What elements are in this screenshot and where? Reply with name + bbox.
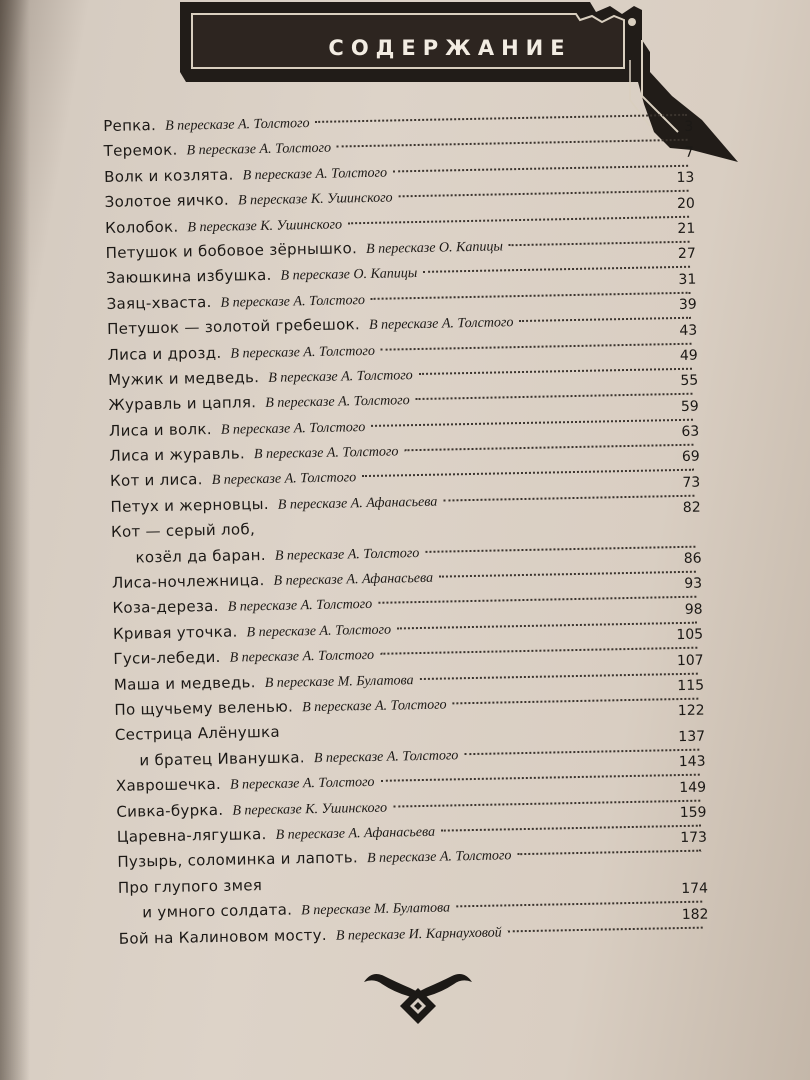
entry-author: В пересказе А. Афанасьева — [277, 494, 438, 513]
entry-page-number: 73 — [682, 474, 701, 491]
entry-title: По щучьему веленью. — [114, 697, 294, 719]
dot-leader — [456, 901, 702, 908]
entry-page-number: 7 — [684, 144, 695, 161]
entry-author: В пересказе А. Толстого — [368, 315, 514, 334]
entry-page-number: 31 — [678, 271, 697, 288]
entry-author: В пересказе А. Толстого — [313, 748, 459, 766]
dot-leader — [425, 545, 695, 552]
entry-page-number: 49 — [679, 347, 698, 364]
dot-leader — [441, 825, 701, 832]
entry-author: В пересказе К. Ушинского — [187, 216, 343, 235]
entry-author: В пересказе О. Капицы — [365, 239, 504, 257]
dot-leader — [378, 596, 696, 604]
entry-page-number: 86 — [683, 550, 702, 567]
entry-page-number: 82 — [682, 499, 701, 517]
entry-author: В пересказе А. Афанасьева — [275, 824, 436, 843]
entry-author: В пересказе А. Толстого — [230, 343, 376, 362]
entry-author: В пересказе А. Толстого — [220, 419, 366, 438]
entry-title: Золотое яичко. — [104, 190, 230, 212]
dot-leader — [453, 698, 699, 705]
entry-author: В пересказе М. Булатова — [301, 900, 451, 919]
entry-title: и умного солдата. — [142, 900, 293, 922]
dot-leader — [380, 647, 697, 655]
entry-page-number: 43 — [679, 322, 698, 339]
entry-title: Сивка-бурка. — [116, 800, 224, 821]
entry-author: В пересказе А. Толстого — [229, 648, 375, 666]
dot-leader — [419, 368, 692, 375]
dot-leader — [509, 241, 690, 246]
entry-title: Мужик и медведь. — [107, 367, 260, 389]
entry-title: Лиса и дрозд. — [107, 343, 222, 364]
dot-leader — [371, 291, 691, 299]
entry-author: В пересказе А. Толстого — [229, 775, 375, 793]
entry-page-number: 115 — [677, 677, 705, 695]
entry-title: Хаврошечка. — [115, 775, 222, 796]
entry-author: В пересказе А. Толстого — [220, 292, 366, 311]
entry-page-number: 20 — [676, 195, 695, 212]
entry-author: В пересказе М. Булатова — [264, 672, 414, 691]
entry-page-number: 3 — [684, 119, 694, 136]
entry-author: В пересказе И. Карнауховой — [335, 924, 502, 944]
entry-author: В пересказе А. Толстого — [366, 848, 512, 867]
entry-page-number: 159 — [679, 804, 707, 821]
entry-page-number: 122 — [677, 702, 705, 720]
entry-author: В пересказе О. Капицы — [280, 266, 418, 284]
entry-page-number: 98 — [684, 601, 703, 618]
entry-title: Петушок и бобовое зёрнышко. — [105, 239, 358, 262]
entry-page-number: 143 — [678, 753, 706, 771]
dot-leader — [362, 469, 694, 477]
dot-leader — [517, 850, 701, 856]
dot-leader — [316, 114, 688, 123]
entry-title: Лиса и волк. — [108, 419, 213, 440]
entry-page-number: 173 — [680, 829, 708, 847]
ornament-icon — [358, 962, 478, 1032]
entry-title: Про глупого змея — [117, 875, 263, 897]
entry-title: Маша и медведь. — [113, 672, 256, 694]
dot-leader — [337, 139, 688, 148]
entry-title: козёл да баран. — [135, 545, 267, 567]
entry-page-number: 21 — [677, 220, 696, 237]
entry-page-number: 107 — [676, 652, 704, 669]
entry-title: Заяц-хваста. — [106, 292, 212, 313]
entry-author: В пересказе А. Толстого — [227, 597, 373, 616]
entry-author: В пересказе А. Толстого — [246, 622, 392, 641]
entry-title: Пузырь, соломинка и лапоть. — [117, 848, 359, 872]
dot-leader — [404, 444, 693, 452]
entry-title: Гуси-лебеди. — [113, 648, 221, 669]
entry-title: Лиса-ночлежница. — [111, 571, 265, 592]
dot-leader — [399, 190, 689, 198]
dot-leader — [397, 622, 697, 630]
entry-page-number: 182 — [681, 906, 709, 923]
entry-title: Коза-дереза. — [112, 597, 219, 618]
dot-leader — [393, 165, 688, 173]
dot-leader — [416, 393, 693, 400]
entry-author: В пересказе А. Толстого — [186, 141, 332, 159]
entry-author: В пересказе А. Толстого — [274, 545, 420, 564]
dot-leader — [423, 266, 690, 273]
dot-leader — [371, 418, 693, 426]
dot-leader — [381, 342, 692, 350]
entry-page-number: 55 — [680, 372, 699, 390]
entry-author: В пересказе А. Толстого — [265, 393, 410, 412]
entry-title: Петушок — золотой гребешок. — [106, 315, 361, 339]
entry-page-number: 63 — [681, 423, 700, 441]
entry-author: В пересказе К. Ушинского — [232, 800, 388, 819]
dot-leader — [393, 799, 700, 807]
entry-page-number: 174 — [681, 880, 709, 898]
entry-title: Волк и козлята. — [104, 165, 234, 186]
entry-page-number: 105 — [676, 626, 704, 644]
entry-page-number: 39 — [678, 296, 697, 314]
entry-title: Теремок. — [103, 140, 178, 161]
entry-title: Репка. — [103, 115, 157, 135]
entry-page-number: 93 — [684, 576, 703, 593]
entry-title: Кот и лиса. — [109, 470, 203, 491]
entry-page-number: 27 — [677, 245, 696, 263]
entry-author: В пересказе К. Ушинского — [237, 190, 393, 209]
entry-title: Царевна-лягушка. — [116, 824, 267, 846]
entry-page-number: 137 — [678, 728, 706, 745]
entry-author: В пересказе А. Толстого — [211, 470, 357, 489]
dot-leader — [443, 495, 694, 502]
entry-title: Кот — серый лоб, — [110, 520, 256, 542]
dot-leader — [439, 571, 696, 578]
entry-author: В пересказе А. Толстого — [302, 697, 447, 716]
dot-leader — [348, 215, 689, 224]
dot-leader — [420, 672, 698, 679]
dot-leader — [380, 774, 699, 782]
entry-author: В пересказе А. Толстого — [165, 116, 310, 134]
entry-title: Петух и жерновцы. — [110, 494, 269, 516]
entry-title: Кривая уточка. — [112, 622, 238, 643]
table-of-contents — [103, 103, 709, 952]
dot-leader — [464, 748, 699, 755]
entry-title: Журавль и цапля. — [108, 393, 257, 415]
entry-author: В пересказе А. Толстого — [242, 165, 388, 184]
entry-title: Колобок. — [105, 217, 179, 237]
entry-title: Бой на Калиновом мосту. — [118, 925, 328, 948]
page-title: содержание — [328, 28, 572, 63]
entry-page-number: 149 — [679, 779, 707, 796]
entry-page-number: 69 — [681, 449, 700, 466]
entry-title: Заюшкина избушка. — [105, 266, 272, 288]
entry-author: В пересказе А. Толстого — [253, 444, 399, 463]
entry-title: Лиса и журавль. — [109, 444, 246, 466]
entry-title: Сестрица Алёнушка — [114, 723, 281, 745]
entry-page-number: 13 — [676, 169, 695, 187]
entry-page-number: 59 — [680, 398, 699, 415]
entry-author: В пересказе А. Толстого — [268, 368, 413, 386]
entry-title: и братец Иванушка. — [139, 748, 306, 770]
dot-leader — [519, 317, 691, 322]
dot-leader — [508, 926, 703, 932]
entry-author: В пересказе А. Афанасьева — [273, 570, 434, 589]
